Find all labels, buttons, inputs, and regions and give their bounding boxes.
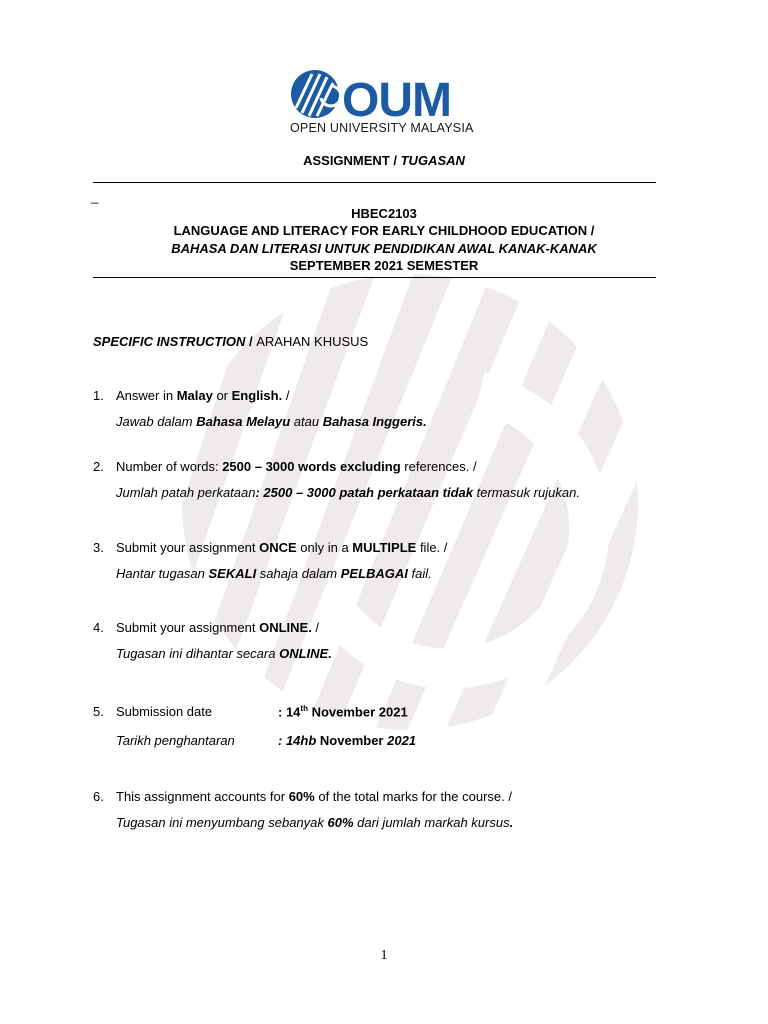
instructions-heading: SPECIFIC INSTRUCTION / ARAHAN KHUSUS bbox=[93, 334, 369, 349]
instruction-1-en: Answer in Malay or English. / bbox=[116, 388, 290, 403]
instruction-4-ms: Tugasan ini dihantar secara ONLINE. bbox=[116, 646, 332, 661]
header-rule-bottom bbox=[93, 277, 656, 278]
instruction-6-en: This assignment accounts for 60% of the total marks for the course. / bbox=[116, 789, 512, 804]
instruction-4-en: Submit your assignment ONLINE. / bbox=[116, 620, 320, 635]
logo-subtitle: OPEN UNIVERSITY MALAYSIA bbox=[290, 121, 474, 135]
semester: SEPTEMBER 2021 SEMESTER bbox=[289, 258, 479, 273]
instruction-2-en: Number of words: 2500 – 3000 words excluding references. / bbox=[116, 459, 477, 474]
submission-date-ms: Tarikh penghantaran : 14hb November 2021 bbox=[116, 733, 417, 748]
course-title-en: LANGUAGE AND LITERACY FOR EARLY CHILDHOOD EDUCATION / bbox=[173, 223, 595, 238]
instruction-2-ms: Jumlah patah perkataan: 2500 – 3000 patah perkataan tidak termasuk rujukan. bbox=[116, 485, 580, 500]
submission-date-en: Submission date : 14th November 2021 bbox=[116, 704, 408, 720]
logo-wordmark: OUM bbox=[342, 74, 451, 127]
course-code: HBEC2103 bbox=[351, 206, 417, 221]
document-page: OUM OPEN UNIVERSITY MALAYSIA ASSIGNMENT / TUGASAN _ HBEC2103 LANGUAGE AND LITERACY FOR EARLY CHILDHOOD EDUCATION / BAHASA DAN LITERASI UNTUK PENDIDIKAN AWAL KANAK-KANAK SEPTEMBER 2021 SEMESTER SPECIFIC INSTRUCTION / ARAHAN KHUSUS 1. Answer in Malay or English. / Jawab dalam Bahasa Melayu atau Bahasa Inggeris. 2. Number of words: 2500 – 3000 words excluding references. / Jumlah patah perkataan: 2500 – 3000 patah perkataan tidak termasuk rujukan. 3. Submit your assignment ONCE only in a MULTIPLE file. / Hantar tugasan SEKALI sahaja dalam PELBAGAI fail. 4. Submit your assignment ONLINE. / Tugasan ini dihantar secara ONLINE. 5. Submission date : 14th November 2021 Tarikh penghantaran : 14hb November 2021 6. This assignment accounts for 60% of the total marks for the course. / Tugasan ini menyumbang sebanyak 60% dari jumlah markah kursus. 1 bbox=[0, 0, 768, 1024]
instruction-3-ms: Hantar tugasan SEKALI sahaja dalam PELBAGAI fail. bbox=[116, 566, 432, 581]
header-rule-top bbox=[93, 182, 656, 183]
course-title-ms: BAHASA DAN LITERASI UNTUK PENDIDIKAN AWAL KANAK-KANAK bbox=[171, 241, 597, 256]
assignment-title: ASSIGNMENT / TUGASAN bbox=[303, 153, 465, 168]
underline-tail: _ bbox=[91, 189, 99, 204]
page-number: 1 bbox=[380, 948, 388, 963]
instruction-6-ms: Tugasan ini menyumbang sebanyak 60% dari jumlah markah kursus. bbox=[116, 815, 514, 830]
instruction-1-ms: Jawab dalam Bahasa Melayu atau Bahasa Inggeris. bbox=[116, 414, 427, 429]
instruction-3-en: Submit your assignment ONCE only in a MULTIPLE file. / bbox=[116, 540, 448, 555]
